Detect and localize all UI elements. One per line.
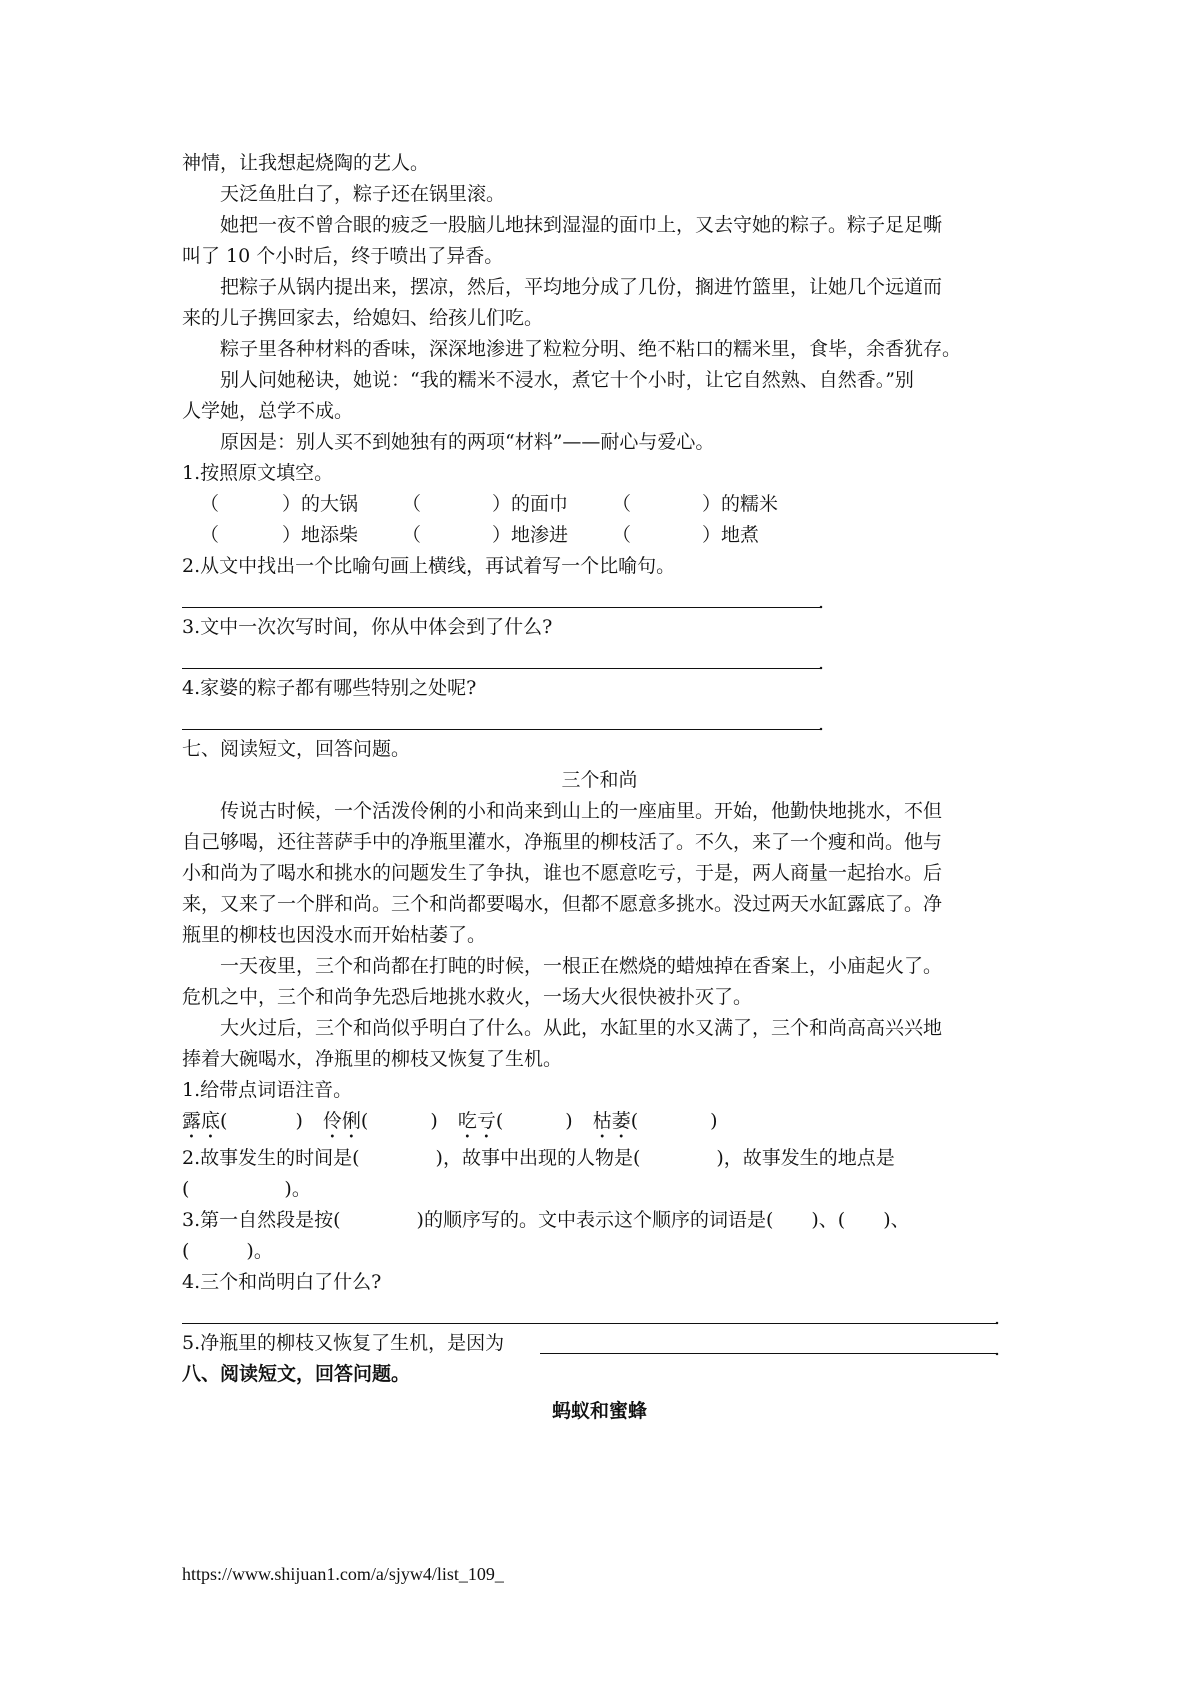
answer-rule: [182, 1323, 998, 1324]
word-chikui: 吃亏: [457, 1110, 496, 1132]
paren-open: (: [495, 1110, 504, 1132]
paren-open: (: [220, 1110, 228, 1132]
passage1-line-4: 把粽子从锅内提出来，摆凉，然后，平均地分成了几份，搁进竹篮里，让她几个远道而: [220, 276, 943, 298]
passage1-line-2: 她把一夜不曾合眼的疲乏一股脑儿地抹到湿湿的面巾上，又去守她的粽子。粽子足足嘶: [220, 214, 943, 236]
section7-heading: 七、阅读短文，回答问题。: [182, 738, 411, 760]
section7-line-6: 危机之中，三个和尚争先恐后地挑水救火，一场大火很快被扑灭了。: [182, 986, 753, 1008]
passage1-line-3: 叫了 10 个小时后，终于喷出了异香。: [182, 245, 504, 267]
passage1-line-7: 别人问她秘诀，她说：“我的糯米不浸水，煮它十个小时，让它自然熟、自然香。”别: [220, 369, 914, 391]
answer-line-q3[interactable]: [182, 643, 1017, 673]
passage1-line-1: 天泛鱼肚白了，粽子还在锅里滚。: [220, 183, 506, 205]
fill-blank-6-text: ）地煮: [702, 524, 760, 546]
fill-blank-1-open[interactable]: （: [200, 493, 220, 515]
section7-title: 三个和尚: [561, 769, 638, 791]
answer-period: .: [818, 713, 825, 735]
paren-open: (: [630, 1110, 639, 1132]
answer-period: .: [994, 1307, 1001, 1329]
answer-rule: [182, 729, 822, 730]
section7-question-3-line1: 3.第一自然段是按( )的顺序写的。文中表示这个顺序的词语是( )、( )、: [182, 1209, 910, 1231]
fill-blank-3-open[interactable]: （: [612, 493, 632, 515]
paren-close: ): [295, 1110, 303, 1132]
paren-close: ): [565, 1110, 573, 1132]
word-kuwei: 枯萎: [592, 1110, 631, 1132]
paren-open: (: [360, 1110, 369, 1132]
fill-blank-row-2: [182, 520, 1017, 551]
passage1-line-6: 粽子里各种材料的香味，深深地渗进了粒粒分明、绝不粘口的糯米里，食毕，余香犹存。: [220, 338, 962, 360]
answer-line-s7q4[interactable]: [182, 1298, 1017, 1328]
section7-line-5: 一天夜里，三个和尚都在打盹的时候，一根正在燃烧的蜡烛掉在香案上，小庙起火了。: [220, 955, 943, 977]
fill-blank-4-text: ）地添柴: [282, 524, 359, 546]
footer-url[interactable]: https://www.shijuan1.com/a/sjyw4/list_109_: [182, 1564, 504, 1584]
section7-line-3: 来，又来了一个胖和尚。三个和尚都要喝水，但都不愿意多挑水。没过两天水缸露底了。净: [182, 893, 943, 915]
section7-question-1: 1.给带点词语注音。: [182, 1079, 353, 1101]
pinyin-row: [182, 1106, 1017, 1143]
fill-blank-3-text: ）的糯米: [702, 493, 779, 515]
question-5-text: 5.净瓶里的柳枝又恢复了生机，是因为: [182, 1332, 505, 1354]
passage1-line-0: 神情，让我想起烧陶的艺人。: [182, 152, 430, 174]
section7-line-4: 瓶里的柳枝也因没水而开始枯萎了。: [182, 924, 487, 946]
section8-heading: 八、阅读短文，回答问题。: [182, 1363, 411, 1385]
section7-question-2-line1: 2.故事发生的时间是( )，故事中出现的人物是( )，故事发生的地点是: [182, 1147, 895, 1169]
fill-blank-2-open[interactable]: （: [402, 493, 422, 515]
passage1-line-9: 原因是：别人买不到她独有的两项“材料”——耐心与爱心。: [220, 431, 715, 453]
word-lingli: 伶俐: [322, 1110, 361, 1132]
section7-question-5: [182, 1328, 1017, 1359]
paren-close: ): [430, 1110, 438, 1132]
answer-period: .: [818, 591, 825, 613]
answer-line-q2[interactable]: [182, 582, 1017, 612]
section7-question-3-line2: ( )。: [182, 1240, 273, 1262]
section7-question-4: 4.三个和尚明白了什么?: [182, 1271, 382, 1293]
section7-line-7: 大火过后，三个和尚似乎明白了什么。从此，水缸里的水又满了，三个和尚高高兴兴地: [220, 1017, 943, 1039]
paren-close: ): [710, 1110, 718, 1132]
fill-blank-6-open[interactable]: （: [612, 524, 632, 546]
answer-line-q4[interactable]: [182, 704, 1017, 734]
passage1-line-5: 来的儿子携回家去，给媳妇、给孩儿们吃。: [182, 307, 544, 329]
fill-blank-2-text: ）的面巾: [492, 493, 569, 515]
answer-rule: [182, 607, 822, 608]
passage1-question-4: 4.家婆的粽子都有哪些特别之处呢?: [182, 677, 477, 699]
section7-line-0: 传说古时候，一个活泼伶俐的小和尚来到山上的一座庙里。开始，他勤快地挑水，不但: [220, 800, 943, 822]
answer-period: .: [994, 1338, 1001, 1360]
word-ludi: 露底: [182, 1110, 221, 1132]
passage1-question-2: 2.从文中找出一个比喻句画上横线，再试着写一个比喻句。: [182, 555, 676, 577]
section7-line-8: 捧着大碗喝水，净瓶里的柳枝又恢复了生机。: [182, 1048, 563, 1070]
section8-title: 蚂蚁和蜜蜂: [551, 1400, 647, 1422]
section7-question-2-line2: ( )。: [182, 1178, 311, 1200]
section7-line-1: 自己够喝，还往菩萨手中的净瓶里灌水，净瓶里的柳枝活了。不久，来了一个瘦和尚。他与: [182, 831, 943, 853]
fill-blank-1-text: ）的大锅: [282, 493, 359, 515]
answer-rule: [182, 668, 822, 669]
passage1-question-3: 3.文中一次次写时间，你从中体会到了什么?: [182, 616, 553, 638]
fill-blank-5-open[interactable]: （: [402, 524, 422, 546]
fill-blank-row-1: [182, 489, 1017, 520]
answer-rule-q5[interactable]: [540, 1353, 998, 1354]
fill-blank-5-text: ）地渗进: [492, 524, 569, 546]
worksheet-content: [182, 148, 1017, 1427]
section7-line-2: 小和尚为了喝水和挑水的问题发生了争执，谁也不愿意吃亏，于是，两人商量一起抬水。后: [182, 862, 943, 884]
passage1-question-1: 1.按照原文填空。: [182, 462, 334, 484]
fill-blank-4-open[interactable]: （: [200, 524, 220, 546]
answer-period: .: [818, 652, 825, 674]
passage1-line-8: 人学她，总学不成。: [182, 400, 354, 422]
